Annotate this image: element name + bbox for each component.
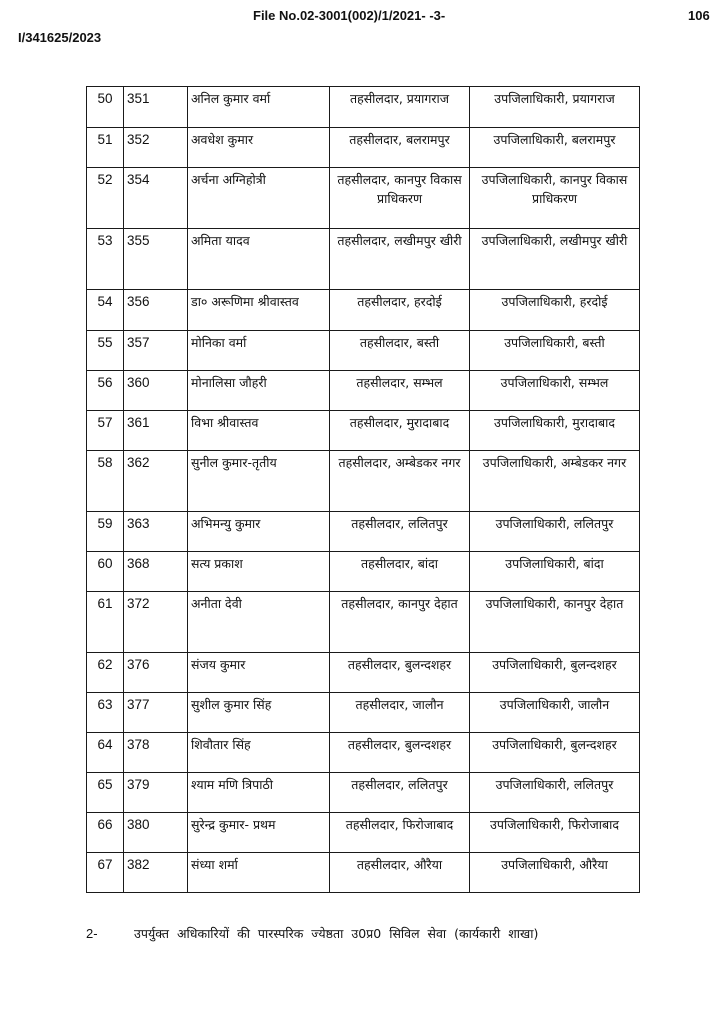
serial-number-cell: 55 <box>87 331 124 371</box>
current-post-cell: तहसीलदार, कानपुर देहात <box>330 592 470 653</box>
current-post-cell: तहसीलदार, बांदा <box>330 552 470 592</box>
serial-number-cell: 57 <box>87 411 124 451</box>
new-post-cell: उपजिलाधिकारी, बुलन्दशहर <box>470 653 640 693</box>
serial-number-cell: 65 <box>87 773 124 813</box>
serial-number-cell: 66 <box>87 813 124 853</box>
seniority-number-cell: 360 <box>124 371 188 411</box>
officer-name-cell: सत्य प्रकाश <box>188 552 330 592</box>
table-row <box>87 733 640 773</box>
current-post-cell: तहसीलदार, बुलन्दशहर <box>330 733 470 773</box>
current-post-cell: तहसीलदार, सम्भल <box>330 371 470 411</box>
table-row <box>87 813 640 853</box>
new-post-cell: उपजिलाधिकारी, औरैया <box>470 853 640 893</box>
seniority-number-cell: 352 <box>124 128 188 168</box>
seniority-number-cell: 362 <box>124 451 188 512</box>
new-post-cell: उपजिलाधिकारी, फिरोजाबाद <box>470 813 640 853</box>
serial-number-cell: 50 <box>87 87 124 128</box>
current-post-cell: तहसीलदार, लखीमपुर खीरी <box>330 229 470 290</box>
serial-number-cell: 54 <box>87 290 124 331</box>
new-post-cell: उपजिलाधिकारी, जालौन <box>470 693 640 733</box>
officer-name-cell: सुनील कुमार-तृतीय <box>188 451 330 512</box>
seniority-number-cell: 354 <box>124 168 188 229</box>
serial-number-cell: 51 <box>87 128 124 168</box>
seniority-number-cell: 363 <box>124 512 188 552</box>
officer-name-cell: अनीता देवी <box>188 592 330 653</box>
serial-number-cell: 64 <box>87 733 124 773</box>
table-row <box>87 371 640 411</box>
table-row <box>87 128 640 168</box>
serial-number-cell: 56 <box>87 371 124 411</box>
table-row <box>87 331 640 371</box>
current-post-cell: तहसीलदार, ललितपुर <box>330 773 470 813</box>
seniority-number-cell: 357 <box>124 331 188 371</box>
officer-name-cell: मोनालिसा जौहरी <box>188 371 330 411</box>
seniority-number-cell: 356 <box>124 290 188 331</box>
table-row <box>87 512 640 552</box>
serial-number-cell: 61 <box>87 592 124 653</box>
seniority-number-cell: 355 <box>124 229 188 290</box>
new-post-cell: उपजिलाधिकारी, बस्ती <box>470 331 640 371</box>
new-post-cell: उपजिलाधिकारी, सम्भल <box>470 371 640 411</box>
serial-number-cell: 52 <box>87 168 124 229</box>
current-post-cell: तहसीलदार, अम्बेडकर नगर <box>330 451 470 512</box>
officer-name-cell: संध्या शर्मा <box>188 853 330 893</box>
table-row <box>87 229 640 290</box>
table-row <box>87 87 640 128</box>
new-post-cell: उपजिलाधिकारी, ललितपुर <box>470 773 640 813</box>
seniority-number-cell: 382 <box>124 853 188 893</box>
paragraph-2 <box>86 925 639 942</box>
paragraph-text: उपर्युक्त अधिकारियों की पारस्परिक ज्येष्ठता उ0प्र0 सिविल सेवा (कार्यकारी शाखा) <box>134 926 539 941</box>
officer-name-cell: सुशील कुमार सिंह <box>188 693 330 733</box>
current-post-cell: तहसीलदार, कानपुर विकास प्राधिकरण <box>330 168 470 229</box>
current-post-cell: तहसीलदार, औरैया <box>330 853 470 893</box>
new-post-cell: उपजिलाधिकारी, हरदोई <box>470 290 640 331</box>
serial-number-cell: 53 <box>87 229 124 290</box>
table-row <box>87 451 640 512</box>
officer-name-cell: विभा श्रीवास्तव <box>188 411 330 451</box>
officers-table-body <box>87 87 640 893</box>
officers-table <box>86 86 640 893</box>
current-post-cell: तहसीलदार, बस्ती <box>330 331 470 371</box>
table-row <box>87 290 640 331</box>
seniority-number-cell: 378 <box>124 733 188 773</box>
new-post-cell: उपजिलाधिकारी, कानपुर विकास प्राधिकरण <box>470 168 640 229</box>
serial-number-cell: 59 <box>87 512 124 552</box>
current-post-cell: तहसीलदार, प्रयागराज <box>330 87 470 128</box>
current-post-cell: तहसीलदार, ललितपुर <box>330 512 470 552</box>
current-post-cell: तहसीलदार, हरदोई <box>330 290 470 331</box>
paragraph-number: 2- <box>86 926 98 941</box>
table-row <box>87 693 640 733</box>
new-post-cell: उपजिलाधिकारी, अम्बेडकर नगर <box>470 451 640 512</box>
seniority-number-cell: 361 <box>124 411 188 451</box>
seniority-number-cell: 377 <box>124 693 188 733</box>
seniority-number-cell: 379 <box>124 773 188 813</box>
officer-name-cell: अभिमन्यु कुमार <box>188 512 330 552</box>
serial-number-cell: 63 <box>87 693 124 733</box>
page-number: 106 <box>688 8 710 23</box>
new-post-cell: उपजिलाधिकारी, बलरामपुर <box>470 128 640 168</box>
new-post-cell: उपजिलाधिकारी, कानपुर देहात <box>470 592 640 653</box>
current-post-cell: तहसीलदार, बलरामपुर <box>330 128 470 168</box>
file-number: File No.02-3001(002)/1/2021- -3- <box>253 8 446 23</box>
table-row <box>87 853 640 893</box>
new-post-cell: उपजिलाधिकारी, बुलन्दशहर <box>470 733 640 773</box>
seniority-number-cell: 368 <box>124 552 188 592</box>
table-row <box>87 168 640 229</box>
officer-name-cell: डा० अरूणिमा श्रीवास्तव <box>188 290 330 331</box>
new-post-cell: उपजिलाधिकारी, बांदा <box>470 552 640 592</box>
officer-name-cell: शिवौतार सिंह <box>188 733 330 773</box>
current-post-cell: तहसीलदार, बुलन्दशहर <box>330 653 470 693</box>
serial-number-cell: 67 <box>87 853 124 893</box>
table-row <box>87 552 640 592</box>
officer-name-cell: संजय कुमार <box>188 653 330 693</box>
serial-number-cell: 60 <box>87 552 124 592</box>
officer-name-cell: अमिता यादव <box>188 229 330 290</box>
officer-name-cell: सुरेन्द्र कुमार- प्रथम <box>188 813 330 853</box>
table-row <box>87 411 640 451</box>
current-post-cell: तहसीलदार, फिरोजाबाद <box>330 813 470 853</box>
officer-name-cell: श्याम मणि त्रिपाठी <box>188 773 330 813</box>
serial-number-cell: 62 <box>87 653 124 693</box>
table-row <box>87 653 640 693</box>
seniority-number-cell: 351 <box>124 87 188 128</box>
officer-name-cell: अनिल कुमार वर्मा <box>188 87 330 128</box>
seniority-number-cell: 372 <box>124 592 188 653</box>
officer-name-cell: मोनिका वर्मा <box>188 331 330 371</box>
table-row <box>87 592 640 653</box>
table-row <box>87 773 640 813</box>
new-post-cell: उपजिलाधिकारी, प्रयागराज <box>470 87 640 128</box>
new-post-cell: उपजिलाधिकारी, ललितपुर <box>470 512 640 552</box>
reference-number: I/341625/2023 <box>18 30 102 45</box>
new-post-cell: उपजिलाधिकारी, लखीमपुर खीरी <box>470 229 640 290</box>
officer-name-cell: अवधेश कुमार <box>188 128 330 168</box>
seniority-number-cell: 380 <box>124 813 188 853</box>
current-post-cell: तहसीलदार, जालौन <box>330 693 470 733</box>
serial-number-cell: 58 <box>87 451 124 512</box>
officer-name-cell: अर्चना अग्निहोत्री <box>188 168 330 229</box>
seniority-number-cell: 376 <box>124 653 188 693</box>
new-post-cell: उपजिलाधिकारी, मुरादाबाद <box>470 411 640 451</box>
current-post-cell: तहसीलदार, मुरादाबाद <box>330 411 470 451</box>
